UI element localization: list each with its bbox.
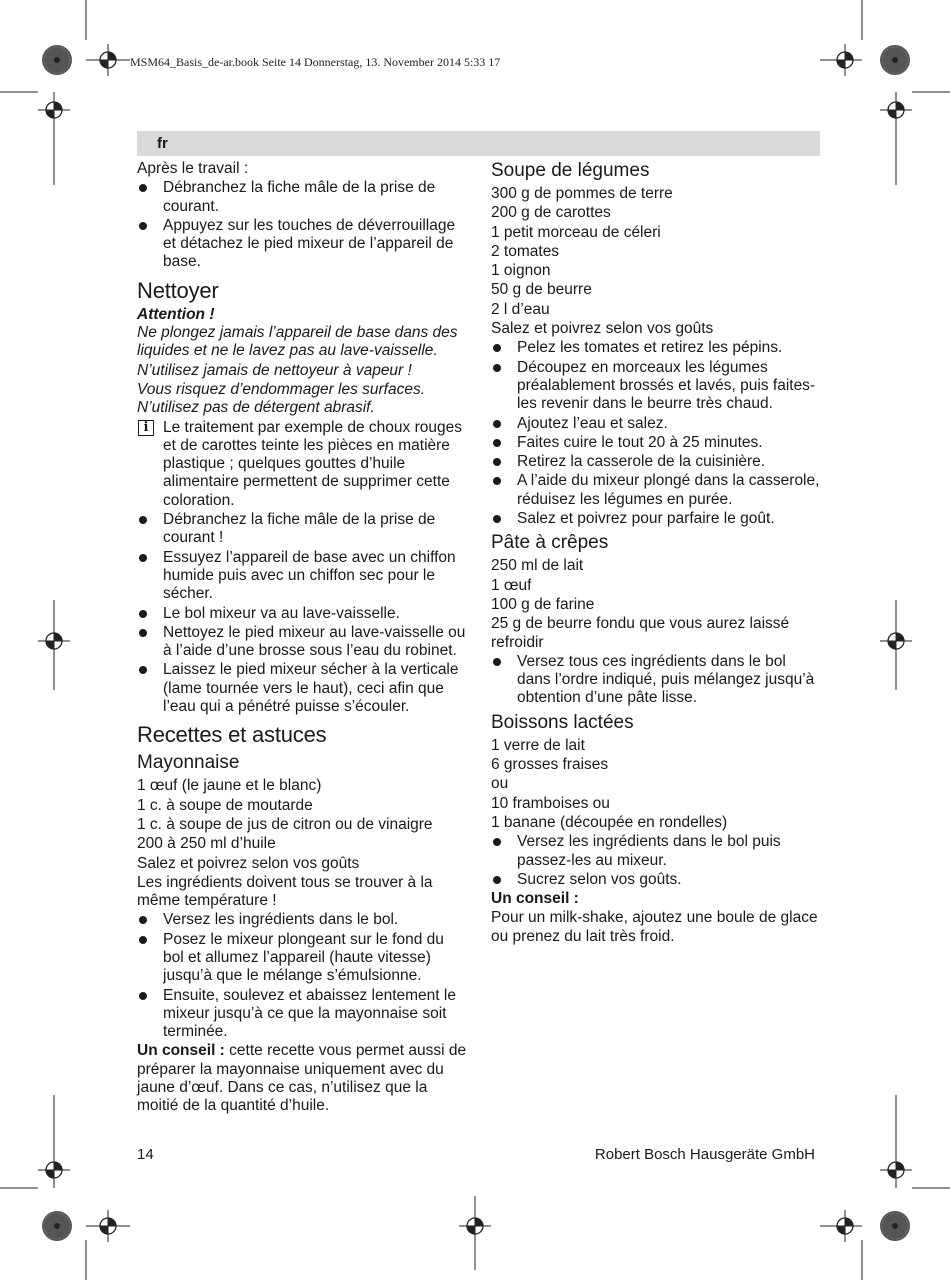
list-item: Ajoutez l’eau et salez. [491, 415, 821, 433]
warning-text: Ne plongez jamais l’appareil de base dans des liquides et ne le lavez pas au lave-vaisselle. [137, 324, 458, 360]
list-item: Débranchez la fiche mâle de la prise de courant. [137, 179, 467, 216]
list-item: Laissez le pied mixeur sécher à la verticale (lame tournée vers le haut), ceci afin que l’eau qui a pénétré puisse s’écouler. [137, 661, 467, 716]
language-code: fr [157, 135, 168, 152]
list-item: Pelez les tomates et retirez les pépins. [491, 339, 821, 357]
ingredient: 25 g de beurre fondu que vous aurez laissé refroidir [491, 615, 790, 651]
clean-steps-list [137, 511, 467, 716]
crepe-steps-list [491, 653, 821, 708]
ingredient: 300 g de pommes de terre [491, 185, 673, 202]
mayonnaise-heading: Mayonnaise [137, 752, 240, 774]
ingredient: 1 c. à soupe de moutarde [137, 796, 313, 814]
list-item: Appuyez sur les touches de déverrouillage et détachez le pied mixeur de l’appareil de base. [137, 217, 467, 272]
ingredient: 1 œuf [491, 576, 532, 594]
language-bar [137, 131, 820, 156]
list-item: Versez les ingrédients dans le bol puis passez-les au mixeur. [491, 833, 821, 870]
info-note-text: Le traitement par exemple de choux rouges et de carottes teinte les pièces en matière plastique ; quelques gouttes d’huile alimentaire permettent de supprimer cette coloration. [163, 418, 462, 509]
ingredient: Les ingrédients doivent tous se trouver à la même température ! [137, 873, 433, 910]
ingredient: 200 à 250 ml d’huile [137, 835, 276, 853]
list-item: Versez les ingrédients dans le bol. [137, 911, 467, 929]
clean-heading: Nettoyer [137, 277, 219, 303]
ingredient: 100 g de farine [491, 595, 595, 613]
list-item: Salez et poivrez pour parfaire le goût. [491, 510, 821, 528]
ingredient: 10 framboises ou [491, 794, 610, 812]
after-work-intro: Après le travail : [137, 160, 249, 177]
ingredient: 1 c. à soupe de jus de citron ou de vinaigre [137, 815, 433, 833]
ingredient: Salez et poivrez selon vos goûts [137, 854, 360, 872]
list-item: Versez tous ces ingrédients dans le bol dans l’ordre indiqué, puis mélangez jusqu’à obtention d’une pâte lisse. [491, 653, 821, 708]
tip-label: Un conseil : [491, 890, 579, 908]
ingredient: 1 œuf (le jaune et le blanc) [137, 777, 322, 795]
tip-label: Un conseil : [137, 1042, 225, 1060]
milk-steps-list [491, 833, 821, 889]
left-column [137, 160, 467, 1117]
ingredient: 2 l d’eau [491, 300, 550, 318]
ingredient: 1 banane (découpée en rondelles) [491, 813, 728, 831]
mayonnaise-tip [137, 1042, 467, 1115]
milk-tip-text: Pour un milk-shake, ajoutez une boule de glace ou prenez du lait très froid. [491, 909, 818, 945]
ingredient: 1 oignon [491, 262, 551, 280]
page-number: 14 [137, 1146, 154, 1163]
list-item: Le bol mixeur va au lave-vaisselle. [137, 605, 467, 623]
milk-drinks-heading: Boissons lactées [491, 711, 634, 733]
ingredient: 1 verre de lait [491, 736, 585, 754]
list-item: Essuyez l’appareil de base avec un chiffon humide puis avec un chiffon sec pour le sécher. [137, 549, 467, 604]
ingredient: 1 petit morceau de céleri [491, 223, 661, 241]
list-item: Débranchez la fiche mâle de la prise de courant ! [137, 511, 467, 548]
list-item: Ensuite, soulevez et abaissez lentement le mixeur jusqu’à ce que la mayonnaise soit terminée. [137, 987, 467, 1042]
ingredient: 250 ml de lait [491, 557, 584, 575]
print-header: MSM64_Basis_de-ar.book Seite 14 Donnerstag, 13. November 2014 5:33 17 [130, 55, 501, 69]
list-item: Nettoyez le pied mixeur au lave-vaisselle ou à l’aide d’une brosse sous l’eau du robinet. [137, 624, 467, 661]
crepe-heading: Pâte à crêpes [491, 532, 609, 554]
list-item: A l’aide du mixeur plongé dans la casserole, réduisez les légumes en purée. [491, 472, 821, 509]
after-work-list [137, 179, 467, 271]
info-note [137, 419, 467, 510]
company-name: Robert Bosch Hausgeräte GmbH [594, 1146, 815, 1163]
attention-label: Attention ! [137, 305, 215, 323]
ingredient: ou [491, 775, 509, 793]
soup-heading: Soupe de légumes [491, 160, 650, 181]
right-column [491, 160, 821, 947]
list-item: Faites cuire le tout 20 à 25 minutes. [491, 434, 821, 452]
ingredient: 2 tomates [491, 242, 560, 260]
list-item: Sucrez selon vos goûts. [491, 871, 821, 889]
list-item: Posez le mixeur plongeant sur le fond du bol et allumez l’appareil (haute vitesse) jusqu’à que le mélange s’émulsionne. [137, 931, 467, 986]
warning-text: Vous risquez d’endommager les surfaces. N’utilisez pas de détergent abrasif. [137, 380, 426, 417]
ingredient: 6 grosses fraises [491, 756, 609, 774]
list-item: Retirez la casserole de la cuisinière. [491, 453, 821, 471]
milk-tip-label [491, 890, 821, 908]
info-icon: i [138, 420, 154, 436]
tip-text: cette recette vous permet aussi de préparer la mayonnaise uniquement avec du jaune d’œuf. Dans ce cas, n’utilisez que la moitié de la quantité d’huile. [137, 1042, 467, 1115]
ingredient: 200 g de carottes [491, 204, 611, 222]
soup-steps-list [491, 339, 821, 528]
ingredient: Salez et poivrez selon vos goûts [491, 320, 714, 338]
mayonnaise-steps-list [137, 911, 467, 1041]
recipes-heading: Recettes et astuces [137, 722, 327, 748]
ingredient: 50 g de beurre [491, 281, 592, 299]
warning-text: N’utilisez jamais de nettoyeur à vapeur ! [137, 361, 412, 379]
list-item: Découpez en morceaux les légumes préalablement brossés et lavés, puis faites-les revenir dans le beurre très chaud. [491, 359, 821, 414]
